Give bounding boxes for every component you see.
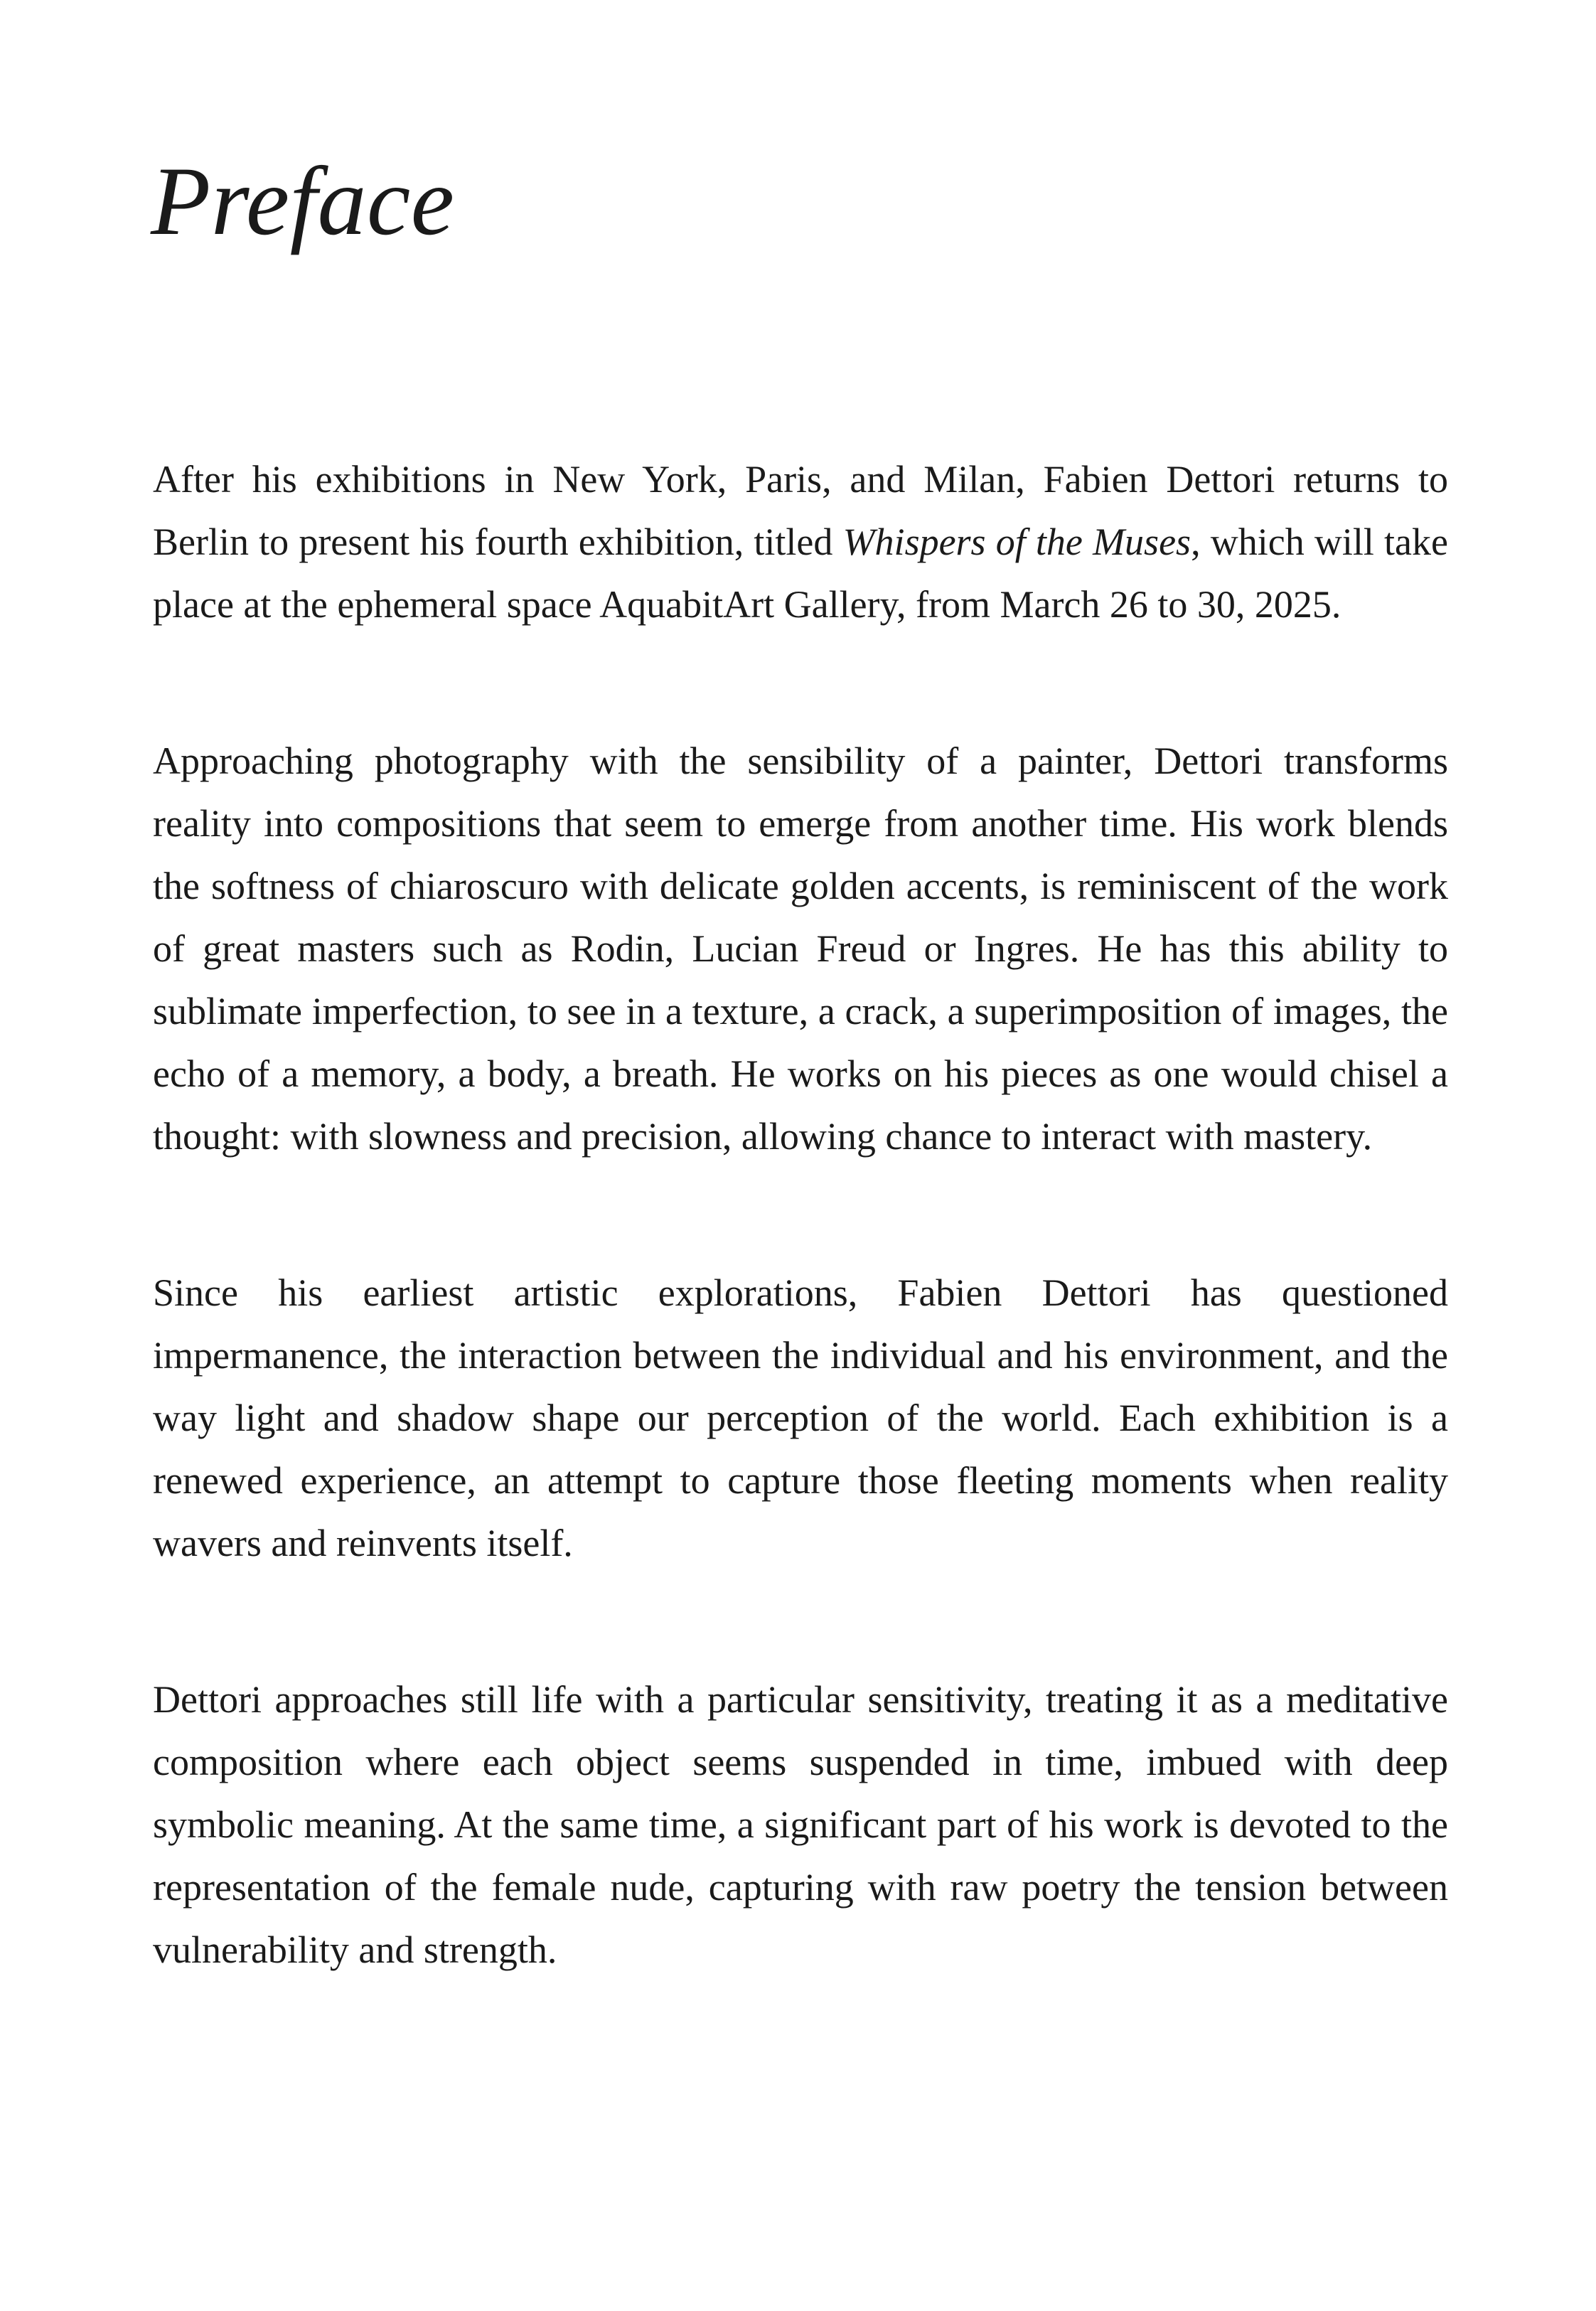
paragraph-intro-text-after: , which will take place at the ephemeral space AquabitArt Gallery, from March 26 to 30, 2025. bbox=[153, 521, 1448, 626]
exhibition-title: Whispers of the Muses bbox=[842, 521, 1191, 563]
paragraph-explorations: Since his earliest artistic explorations, Fabien Dettori has questioned impermanence, the interaction between the individual and his environment, and the way light and shadow shape our perception of the world. Each exhibition is a renewed experience, an attempt to capture those fleeting moments when reality wavers and reinvents itself. bbox=[153, 1271, 1448, 1564]
paragraph-approach: Approaching photography with the sensibility of a painter, Dettori transforms reality into compositions that seem to emerge from another time. His work blends the softness of chiaroscuro with delicate golden accents, is reminiscent of the work of great masters such as Rodin, Lucian Freud or Ingres. He has this ability to sublimate imperfection, to see in a texture, a crack, a superimposition of images, the echo of a memory, a body, a breath. He works on his pieces as one would chisel a thought: with slowness and precision, allowing chance to interact with mastery. bbox=[153, 740, 1448, 1158]
paragraph-intro bbox=[153, 448, 1448, 636]
document-body bbox=[153, 448, 1448, 1981]
paragraph-intro-text-before: After his exhibitions in New York, Paris, and Milan, Fabien Dettori returns to Berlin to present his fourth exhibition, titled bbox=[153, 458, 1448, 563]
paragraph-still-life: Dettori approaches still life with a particular sensitivity, treating it as a meditative composition where each object seems suspended in time, imbued with deep symbolic meaning. At the same time, a significant part of his work is devoted to the representation of the female nude, capturing with raw poetry the tension between vulnerability and strength. bbox=[153, 1678, 1448, 1971]
page-title: Preface bbox=[151, 146, 455, 255]
